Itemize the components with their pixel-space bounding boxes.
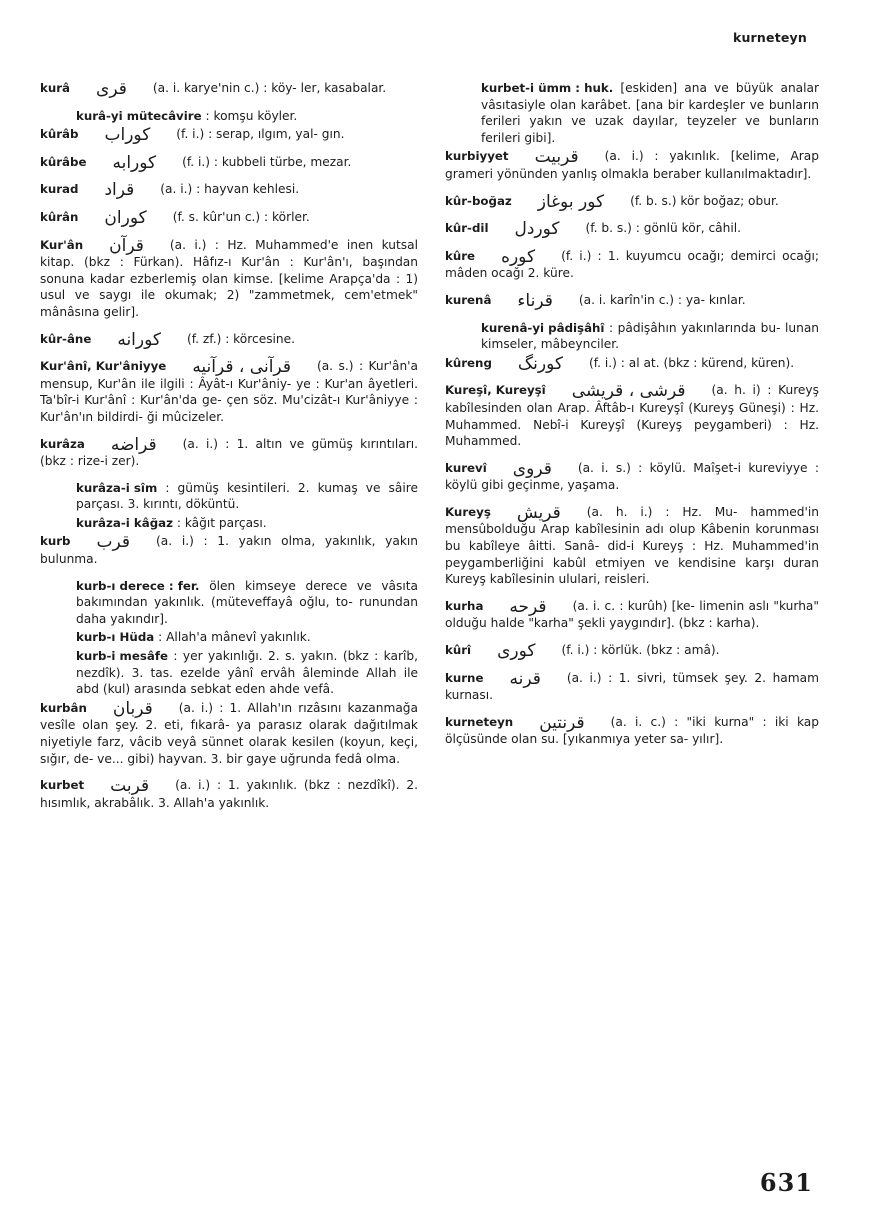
entry-arabic-script: قراد bbox=[104, 180, 135, 201]
dictionary-entry bbox=[445, 670, 819, 704]
entry-definition: (a. i.) : 1. Allah'ın rızâsını kazanmağa vesîle olan şey. 2. eti, fıkarâ- ya parasız olarak dağıtılmak niyetiyle farz, vâcib veyâ sünnet olarak kesilen (koyun, keçi, sığır, de- ve... gibi) hayvan. 3. bir gaye uğrunda fedâ olma. bbox=[40, 700, 418, 766]
dictionary-entry bbox=[445, 598, 819, 632]
entry-definition: : kâğıt parçası. bbox=[176, 515, 267, 530]
dictionary-entry bbox=[40, 648, 418, 698]
entry-definition: (a. i. s.) : köylü. Maîşet-i kureviyye : köylü gibi geçinme, yaşama. bbox=[445, 460, 819, 493]
entry-headword: kurb-ı derece : fer. bbox=[76, 578, 200, 593]
dictionary-entry bbox=[40, 480, 418, 513]
entry-headword: kûrâbe bbox=[40, 154, 87, 169]
dictionary-entry bbox=[40, 358, 418, 425]
entry-arabic-script: قرنه bbox=[509, 668, 541, 689]
entry-headword: kûr-âne bbox=[40, 331, 92, 346]
dictionary-entry bbox=[445, 355, 819, 373]
dictionary-entry bbox=[445, 80, 819, 146]
entry-definition: (f. i.) : al at. (bkz : kürend, küren). bbox=[588, 355, 795, 370]
entry-arabic-script: كور بوغاز bbox=[537, 191, 605, 212]
entry-definition: (f. i.) : kubbeli türbe, mezar. bbox=[182, 154, 352, 169]
dictionary-entry bbox=[445, 220, 819, 238]
entry-headword: kurbiyyet bbox=[445, 149, 509, 164]
entry-definition: (a. i.) : 1. yakınlık. (bkz : nezdîkî). 2. hısımlık, akrabâlık. 3. Allah'a yakınlık. bbox=[40, 778, 418, 810]
entry-definition: (f. zf.) : körcesine. bbox=[186, 331, 296, 346]
entry-definition: (f. s. kûr'un c.) : körler. bbox=[172, 209, 310, 224]
entry-headword: kurâza-i kâğaz bbox=[76, 515, 173, 530]
dictionary-entry bbox=[40, 154, 418, 172]
dictionary-entry bbox=[40, 533, 418, 567]
dictionary-entry bbox=[445, 642, 819, 660]
entry-headword: kûrî bbox=[445, 643, 472, 658]
entry-definition: (a. i.) : Hz. Muhammed'e inen kutsal kitap. (bkz : Fürkan). Hâfız-ı Kur'ân : Kur'ân'ı, başından sonuna kadar ezberlemiş olan kimse. [kelime Arapça'da : 1) usul ve saygı ile okumak; 2) "zammetmek, cem'etmek" mânâsına gelir]. bbox=[40, 237, 418, 319]
dictionary-entry bbox=[445, 382, 819, 449]
page-number: 631 bbox=[759, 1168, 813, 1197]
entry-definition: (f. b. s.) : gönlü kör, câhil. bbox=[585, 221, 742, 236]
entry-definition: (a. s.) : Kur'ân'a mensup, Kur'ân ile ilgili : Âyât-ı Kur'âniy- ye : Kur'an âyetleri. Ta'bîr-i Kur'ânî : Kur'ân'da ge- çen söz. Mu'cizât-ı Kur'âniyye : Kur'ân'ın bildirdi- ği mûcizeler. bbox=[40, 359, 418, 424]
entry-arabic-script: قروى bbox=[512, 458, 552, 479]
entry-headword: kurha bbox=[445, 598, 484, 613]
dictionary-entry bbox=[40, 331, 418, 349]
entry-definition: (a. i.) : 1. yakın olma, yakınlık, yakın bulunma. bbox=[40, 534, 418, 567]
entry-arabic-script: كورنگ bbox=[517, 353, 563, 374]
entry-arabic-script: قرآنى ، قرآنيه bbox=[192, 357, 291, 378]
entry-definition: : komşu köyler. bbox=[205, 108, 298, 123]
dictionary-entry bbox=[40, 237, 418, 321]
entry-headword: kurbet bbox=[40, 778, 85, 793]
entry-arabic-script: كورى bbox=[497, 641, 536, 662]
entry-arabic-script: قرب bbox=[96, 532, 131, 553]
entry-arabic-script: قرى bbox=[96, 79, 127, 99]
right-column bbox=[445, 80, 819, 758]
entry-arabic-script: كوردل bbox=[514, 219, 560, 240]
entry-definition: (f. i.) : körlük. (bkz : amâ). bbox=[561, 643, 720, 658]
entry-definition: (a. i. c.) : "iki kurna" : iki kap ölçüsünde olan su. [yıkanmıya yeter sa- yılır]. bbox=[445, 714, 819, 747]
dictionary-entry bbox=[40, 700, 418, 767]
dictionary-entry bbox=[40, 209, 418, 227]
entry-headword: kurâza-i sîm bbox=[76, 480, 158, 495]
entry-headword: kurevî bbox=[445, 460, 487, 475]
entry-headword: kûrâb bbox=[40, 127, 79, 142]
entry-definition: (a. i.) : hayvan kehlesi. bbox=[160, 182, 300, 197]
entry-headword: kurbet-i ümm : huk. bbox=[481, 81, 614, 95]
entry-headword: kurneteyn bbox=[445, 714, 514, 729]
entry-headword: kûre bbox=[445, 248, 476, 263]
entry-headword: kurb-ı Hüda bbox=[76, 630, 155, 645]
entry-headword: kurne bbox=[445, 670, 484, 685]
entry-definition: (a. i.) : 1. sivri, tümsek şey. 2. hamam kurnası. bbox=[445, 670, 819, 703]
entry-headword: kurâ bbox=[40, 81, 71, 95]
dictionary-entry bbox=[40, 80, 418, 98]
dictionary-entry bbox=[445, 292, 819, 310]
entry-headword: kurâza bbox=[40, 436, 85, 451]
dictionary-entry bbox=[445, 460, 819, 494]
entry-headword: kûrân bbox=[40, 209, 79, 224]
entry-headword: kurâ-yi mütecâvire bbox=[76, 108, 202, 123]
entry-arabic-script: قرشى ، قريشى bbox=[571, 381, 686, 402]
entry-definition: (a. i.) : yakınlık. [kelime, Arap grameri yönünden yanlış olmakla beraber kullanılmaktadır]. bbox=[445, 149, 819, 181]
entry-headword: Kur'ânî, Kur'âniyye bbox=[40, 359, 167, 374]
entry-definition: (f. i.) : serap, ılgım, yal- gın. bbox=[176, 127, 345, 142]
entry-definition: : pâdişâhın yakınlarında bu- lunan kimseler, mâbeynciler. bbox=[481, 320, 820, 352]
dictionary-entry bbox=[445, 320, 819, 353]
entry-arabic-script: كوران bbox=[104, 207, 147, 228]
entry-headword: kûreng bbox=[445, 355, 492, 370]
entry-headword: kurenâ bbox=[445, 292, 492, 307]
dictionary-entry bbox=[445, 504, 819, 588]
entry-definition: : yer yakınlığı. 2. s. yakın. (bkz : karîb, nezdîk). 3. tas. ezelde yânî ervâh âleminde Allah ile abd (kul) arasında sebkat eden ahde vefâ. bbox=[76, 649, 418, 697]
left-column bbox=[40, 80, 418, 821]
dictionary-entry bbox=[40, 126, 418, 144]
entry-headword: kûr-dil bbox=[445, 221, 489, 236]
dictionary-entry bbox=[40, 108, 418, 125]
dictionary-entry bbox=[40, 578, 418, 628]
entry-headword: Kureyş bbox=[445, 504, 491, 519]
entry-arabic-script: كورابه bbox=[112, 152, 157, 173]
entry-definition: (a. i. karye'nin c.) : köy- ler, kasabalar. bbox=[152, 81, 387, 95]
dictionary-entry bbox=[40, 436, 418, 470]
entry-headword: kurbân bbox=[40, 700, 87, 715]
entry-definition: : Allah'a mânevî yakınlık. bbox=[158, 630, 311, 645]
entry-arabic-script: قريش bbox=[516, 502, 561, 523]
entry-arabic-script: قرآن bbox=[109, 235, 144, 256]
entry-arabic-script: قربيت bbox=[534, 147, 579, 168]
entry-definition: (a. i. c. : kurûh) [ke- limenin aslı "kurha" olduğu halde "karha" şekli yaygındır]. (bkz : karha). bbox=[445, 598, 819, 631]
entry-arabic-script: قراضه bbox=[110, 434, 157, 455]
entry-definition: (a. h. i.) : Hz. Mu- hammed'in mensûbolduğu Arap kabîlesinin adı olup Kâbenin korunması bu kabîleye âitti. Sanâ- did-i Kureyş : Hz. Muhammed'in peygamberliğini kabûl etmiyen ve kendisine karşı duran Kureyş kabîlesinin ululari, reisleri. bbox=[445, 504, 819, 587]
running-head: kurneteyn bbox=[732, 30, 807, 45]
entry-headword: kurb bbox=[40, 534, 71, 549]
entry-headword: kûr-boğaz bbox=[445, 193, 512, 208]
dictionary-entry bbox=[445, 714, 819, 748]
entry-definition: ölen kimseye derece ve vâsıta bakımından yakınlık. (müteveffayâ oğlu, to- runundan daha yakındır]. bbox=[76, 578, 418, 626]
entry-arabic-script: كوراب bbox=[104, 125, 151, 146]
dictionary-entry bbox=[445, 148, 819, 182]
entry-arabic-script: قرحه bbox=[509, 596, 547, 617]
entry-headword: kurad bbox=[40, 182, 79, 197]
entry-arabic-script: قرنتين bbox=[539, 712, 585, 733]
entry-definition: : gümüş kesintileri. 2. kumaş ve sâire parçası. 3. kırıntı, döküntü. bbox=[76, 480, 418, 512]
dictionary-entry bbox=[445, 193, 819, 211]
entry-arabic-script: قربت bbox=[110, 776, 150, 797]
entry-headword: Kureşî, Kureyşî bbox=[445, 383, 546, 398]
dictionary-entry bbox=[40, 515, 418, 532]
entry-definition: [eskiden] ana ve büyük analar vâsıtasiyle olan karâbet. [ana bir kardeşler ve bunların ferileri yakın ve uzak dayılar, teyzeler ve bunların ferileri gibi]. bbox=[481, 81, 819, 145]
dictionary-entry bbox=[445, 248, 819, 282]
entry-definition: (f. b. s.) kör boğaz; obur. bbox=[630, 193, 779, 208]
entry-definition: (a. i. karîn'in c.) : ya- kınlar. bbox=[578, 292, 746, 307]
entry-headword: kurb-i mesâfe bbox=[76, 649, 168, 664]
entry-definition: (a. h. i) : Kureyş kabîlesinden olan Arap. Âftâb-ı Kureyşî (Kureyş Güneşi) : Hz. Muhammed. Nebî-i Kureyşî (Kureyş peygamberi) : Hz. Muhammed. bbox=[445, 383, 819, 449]
entry-definition: (f. i.) : 1. kuyumcu ocağı; demirci ocağı; mâden ocağı 2. küre. bbox=[445, 248, 819, 281]
entry-headword: kurenâ-yi pâdişâhî bbox=[481, 320, 605, 335]
entry-arabic-script: قرناء bbox=[517, 290, 553, 311]
entry-arabic-script: كورانه bbox=[117, 329, 161, 350]
entry-arabic-script: كوره bbox=[501, 246, 536, 267]
dictionary-entry bbox=[40, 629, 418, 646]
dictionary-entry bbox=[40, 777, 418, 811]
dictionary-entry bbox=[40, 181, 418, 199]
entry-definition: (a. i.) : 1. altın ve gümüş kırıntıları. (bkz : rize-i zer). bbox=[40, 436, 418, 469]
entry-arabic-script: قربان bbox=[112, 698, 153, 719]
entry-headword: Kur'ân bbox=[40, 237, 84, 252]
